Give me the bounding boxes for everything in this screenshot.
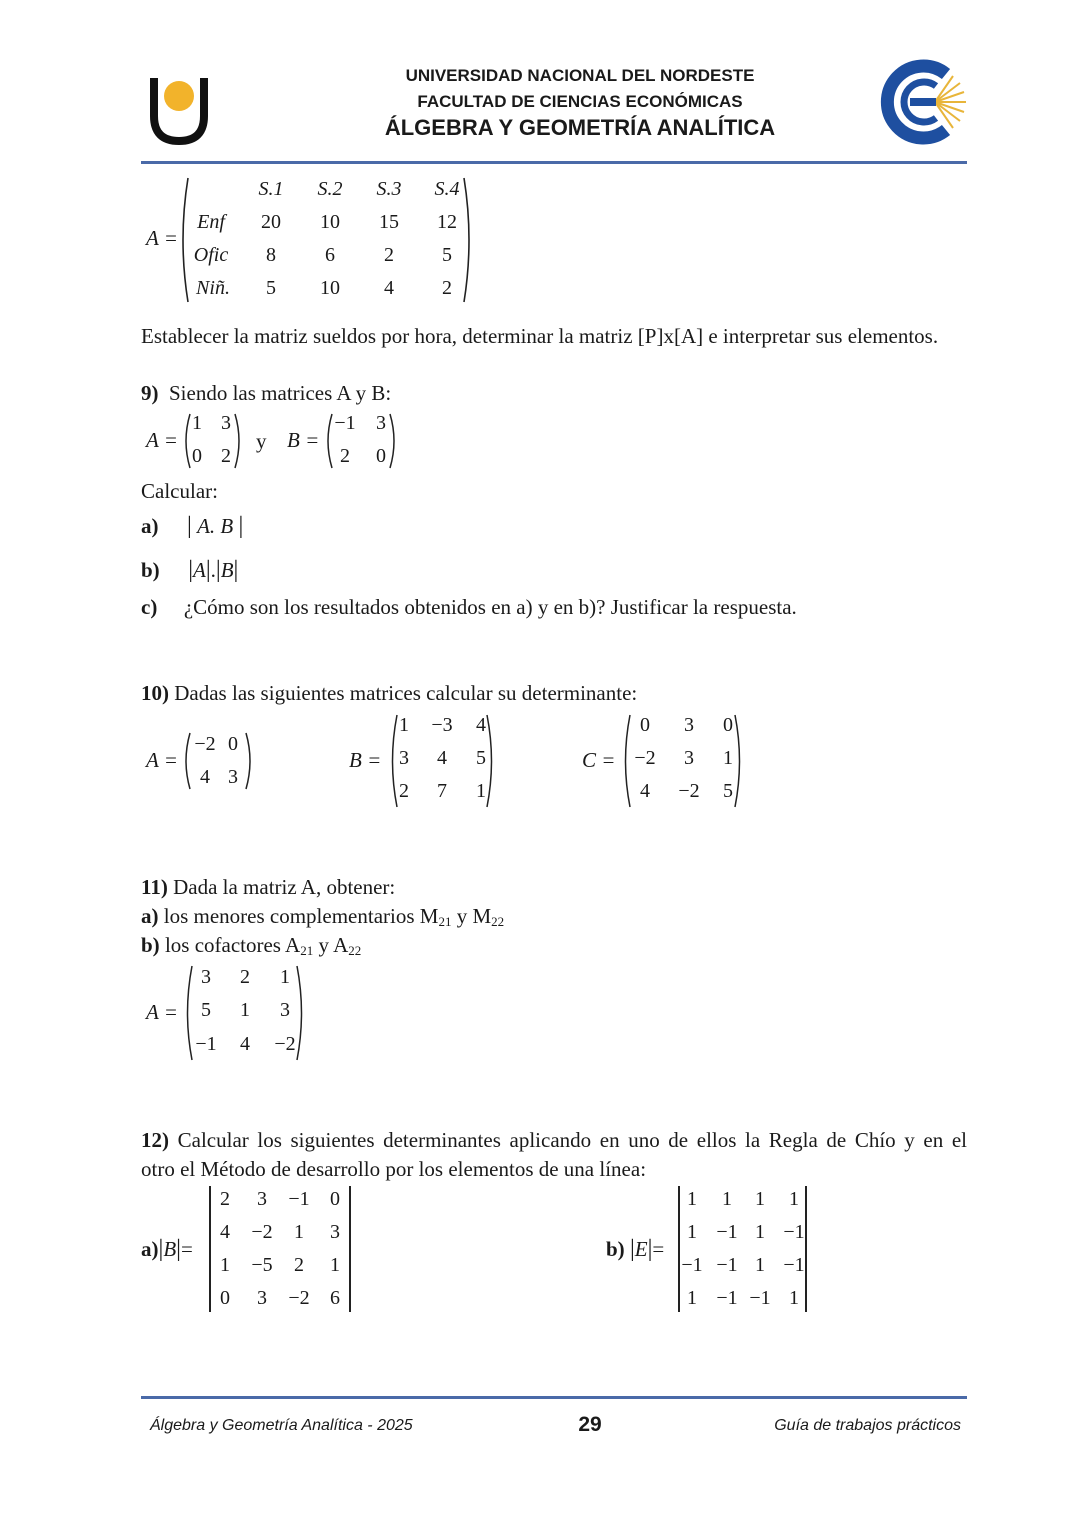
footer-course: Álgebra y Geometría Analítica - 2025: [150, 1417, 413, 1434]
matrix-cell: −1: [749, 1287, 771, 1309]
matrix-cell: −1: [288, 1188, 310, 1210]
matrix-cell: −1: [716, 1254, 738, 1276]
matrix-cell: 2: [384, 244, 394, 266]
ex9-title: Siendo las matrices A y B:: [169, 381, 392, 405]
ex11-a-left-paren: [181, 964, 194, 1062]
abs-bar: |: [647, 1236, 653, 1262]
ex12-number: 12): [141, 1128, 169, 1152]
matrix-cell: −1: [716, 1221, 738, 1243]
matrix-cell: 3: [257, 1188, 267, 1210]
matrix-cell: −1: [716, 1287, 738, 1309]
ex9-a-expr: A. B: [197, 514, 234, 538]
ex10-b-label: B =: [349, 748, 382, 772]
matrix-cell: 1: [330, 1254, 340, 1276]
matrix-cell: 1: [789, 1188, 799, 1210]
matrix-cell: 1: [399, 714, 409, 736]
ex11-number: 11): [141, 875, 168, 899]
matrix-cell: 3: [376, 412, 386, 434]
ex11-a-right-paren: [295, 964, 308, 1062]
matrix-cell: 15: [379, 211, 399, 233]
matrix-cell: 4: [384, 277, 394, 299]
prev-matrix-right-paren: [462, 176, 476, 304]
ex10-number: 10): [141, 681, 169, 705]
matrix-cell: 2: [220, 1188, 230, 1210]
matrix-cell: 0: [376, 445, 386, 467]
item-label: b): [606, 1237, 625, 1261]
abs-bar: |: [215, 557, 221, 583]
matrix-cell: −1: [195, 1033, 217, 1055]
footer-rule: [141, 1396, 967, 1399]
item-label: c): [141, 595, 158, 619]
matrix-cell: 3: [684, 747, 694, 769]
matrix-cell: 8: [266, 244, 276, 266]
matrix-cell: 1: [722, 1188, 732, 1210]
ex10-a-label: A =: [146, 748, 178, 772]
ex9-b-expr-a: A: [193, 558, 206, 582]
ex10-c-left-paren: [619, 713, 632, 809]
matrix-cell: 12: [437, 211, 457, 233]
matrix-cell: −1: [681, 1254, 703, 1276]
matrix-cell: 0: [723, 714, 733, 736]
matrix-cell: 3: [684, 714, 694, 736]
matrix-cell: 2: [442, 277, 452, 299]
subject-title: ÁLGEBRA Y GEOMETRÍA ANALÍTICA: [384, 115, 776, 140]
ex10-a-right-paren: [244, 731, 256, 791]
ex9-conjunction: y: [256, 429, 267, 453]
ex11-heading: [141, 873, 395, 902]
equals: =: [652, 1237, 665, 1261]
ex9-b-right-paren: [388, 412, 400, 470]
ex12-e-name: E: [634, 1237, 648, 1261]
ex12-e-det-right-bar: [805, 1186, 807, 1312]
abs-bar: |: [629, 1236, 635, 1262]
ex10-b-right-paren: [485, 713, 498, 809]
ex9-calcular: Calcular:: [141, 479, 218, 503]
matrix-cell: 3: [280, 999, 290, 1021]
matrix-cell: 4: [476, 714, 486, 736]
matrix-cell: 1: [755, 1254, 765, 1276]
matrix-cell: 1: [294, 1221, 304, 1243]
header-rule: [141, 161, 967, 164]
matrix-cell: 0: [220, 1287, 230, 1309]
page-number: 29: [578, 1413, 602, 1436]
ex9-b-label: B =: [287, 428, 320, 452]
matrix-cell: 1: [723, 747, 733, 769]
ex12-line2: otro el Método de desarrollo por los elementos de una línea:: [141, 1157, 647, 1181]
item-label: b): [141, 933, 160, 957]
matrix-cell: 4: [240, 1033, 250, 1055]
ex12-b-det-left-bar: [209, 1186, 211, 1312]
ex11-b-mid: y A: [313, 933, 349, 957]
matrix-cell: 5: [201, 999, 211, 1021]
ex10-b-left-paren: [386, 713, 399, 809]
matrix-cell: 3: [257, 1287, 267, 1309]
matrix-cell: 3: [330, 1221, 340, 1243]
ex9-c-text: ¿Cómo son los resultados obtenidos en a) y en b)? Justificar la respuesta.: [183, 595, 797, 619]
matrix-cell: 3: [221, 412, 231, 434]
prev-matrix-left-paren: [176, 176, 190, 304]
ex10-title: Dadas las siguientes matrices calcular su determinante:: [174, 681, 638, 705]
dot: .: [210, 558, 216, 582]
ex12-a-label-group: [141, 1235, 193, 1264]
ex12-b-det-right-bar: [349, 1186, 351, 1312]
ex10-a-left-paren: [180, 731, 192, 791]
row-name: Niñ.: [196, 277, 230, 299]
ex9-b-left-paren: [322, 412, 334, 470]
matrix-cell: 1: [755, 1188, 765, 1210]
item-label: a): [141, 514, 159, 538]
matrix-cell: −2: [634, 747, 656, 769]
ex9-heading: [141, 379, 391, 408]
abs-bar: |: [205, 557, 211, 583]
matrix-cell: 2: [399, 780, 409, 802]
matrix-cell: 4: [640, 780, 650, 802]
matrix-cell: 6: [330, 1287, 340, 1309]
matrix-cell: 1: [476, 780, 486, 802]
matrix-cell: 2: [240, 966, 250, 988]
ex11-item-b: [141, 931, 361, 965]
ex9-item-c: [141, 593, 797, 622]
abs-bar: |: [158, 1236, 164, 1262]
matrix-cell: 4: [437, 747, 447, 769]
matrix-cell: 2: [221, 445, 231, 467]
matrix-cell: −5: [251, 1254, 273, 1276]
prev-matrix-label: A =: [146, 226, 178, 250]
ex10-c-label: C =: [582, 748, 616, 772]
ex11-a-mid: y M: [451, 904, 492, 928]
ex12-b-label-group: [606, 1235, 664, 1264]
matrix-cell: 20: [261, 211, 281, 233]
col-header: S.3: [376, 178, 402, 200]
matrix-cell: 3: [399, 747, 409, 769]
ex9-a-left-paren: [180, 412, 192, 470]
matrix-cell: 10: [320, 277, 340, 299]
matrix-cell: 1: [220, 1254, 230, 1276]
ex11-a-text: los menores complementarios M: [163, 904, 439, 928]
unne-logo: [145, 72, 215, 148]
university-name: UNIVERSIDAD NACIONAL DEL NORDESTE: [405, 66, 755, 85]
row-name: Enf: [197, 211, 225, 233]
matrix-cell: 2: [340, 445, 350, 467]
item-label: a): [141, 904, 159, 928]
matrix-cell: 4: [220, 1221, 230, 1243]
subscript: 21: [438, 914, 452, 929]
matrix-cell: 10: [320, 211, 340, 233]
matrix-cell: 1: [687, 1287, 697, 1309]
abs-bar: |: [188, 557, 193, 583]
matrix-cell: −1: [783, 1221, 805, 1243]
ex10-heading: [141, 679, 637, 708]
matrix-cell: 3: [228, 766, 238, 788]
ex12-b-name: B: [163, 1237, 177, 1261]
ex9-item-b: [141, 556, 238, 585]
matrix-cell: 1: [687, 1188, 697, 1210]
matrix-cell: 6: [325, 244, 335, 266]
matrix-cell: 7: [437, 780, 447, 802]
ex12-e-det-left-bar: [678, 1186, 680, 1312]
matrix-cell: 0: [640, 714, 650, 736]
matrix-cell: 0: [228, 733, 238, 755]
matrix-cell: −2: [194, 733, 216, 755]
subscript: 21: [300, 943, 314, 958]
matrix-cell: 4: [200, 766, 210, 788]
matrix-cell: −2: [288, 1287, 310, 1309]
prev-instruction: Establecer la matriz sueldos por hora, determinar la matriz [P]x[A] e interpretar sus elementos.: [141, 324, 939, 348]
matrix-cell: −2: [251, 1221, 273, 1243]
subscript: 22: [348, 943, 362, 958]
matrix-cell: −1: [334, 412, 356, 434]
matrix-cell: 2: [294, 1254, 304, 1276]
equals: =: [180, 1237, 193, 1261]
ex9-number: 9): [141, 381, 159, 405]
col-header: S.1: [258, 178, 284, 200]
footer-guide: Guía de trabajos prácticos: [774, 1417, 961, 1434]
col-header: S.4: [434, 178, 460, 200]
matrix-cell: 1: [240, 999, 250, 1021]
matrix-cell: 1: [280, 966, 290, 988]
fce-logo: [880, 62, 968, 142]
abs-bar: |: [233, 557, 239, 583]
ex9-b-expr-b: B: [220, 558, 234, 582]
matrix-cell: 0: [330, 1188, 340, 1210]
ex10-c-right-paren: [733, 713, 746, 809]
row-name: Ofic: [193, 244, 229, 266]
ex11-a-label: A =: [146, 1000, 178, 1024]
subscript: 22: [491, 914, 505, 929]
matrix-cell: −3: [431, 714, 453, 736]
abs-bar: |: [176, 1236, 181, 1262]
ex12-line1: Calcular los siguientes determinantes aplicando en uno de ellos la Regla de Chío y en el: [177, 1128, 967, 1152]
matrix-cell: 1: [192, 412, 202, 434]
matrix-cell: −2: [274, 1033, 296, 1055]
ex9-a-right-paren: [233, 412, 245, 470]
matrix-cell: 5: [266, 277, 276, 299]
matrix-cell: 5: [476, 747, 486, 769]
matrix-cell: 1: [755, 1221, 765, 1243]
abs-bar: |: [187, 513, 192, 539]
matrix-cell: 0: [192, 445, 202, 467]
matrix-cell: −1: [783, 1254, 805, 1276]
matrix-cell: −2: [678, 780, 700, 802]
matrix-cell: 5: [442, 244, 452, 266]
matrix-cell: 1: [687, 1221, 697, 1243]
ex9-item-a: [141, 512, 243, 541]
faculty-name: FACULTAD DE CIENCIAS ECONÓMICAS: [417, 92, 743, 111]
matrix-cell: 5: [723, 780, 733, 802]
ex11-title: Dada la matriz A, obtener:: [173, 875, 396, 899]
ex12-heading: [141, 1126, 967, 1155]
matrix-cell: 1: [789, 1287, 799, 1309]
col-header: S.2: [317, 178, 343, 200]
ex9-a-label: A =: [146, 428, 178, 452]
item-label: b): [141, 558, 160, 582]
matrix-cell: 3: [201, 966, 211, 988]
ex11-b-text: los cofactores A: [164, 933, 301, 957]
abs-bar: |: [238, 513, 244, 539]
item-label: a): [141, 1237, 159, 1261]
